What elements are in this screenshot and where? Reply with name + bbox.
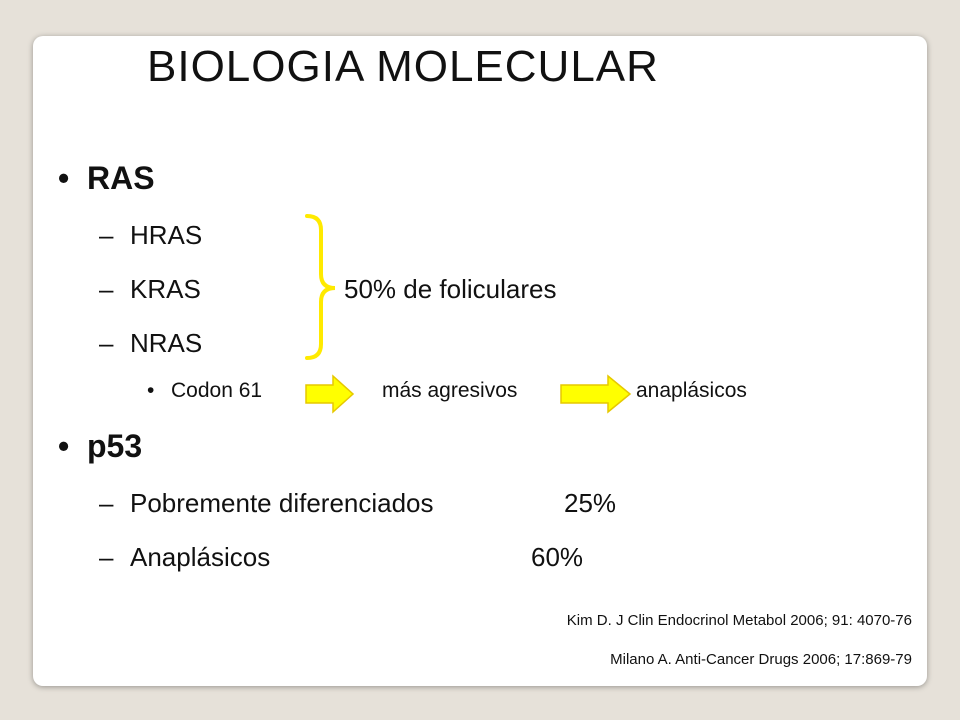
ras-item-kras: KRAS (130, 274, 201, 304)
arrow-right-icon (305, 375, 355, 413)
slide (33, 36, 927, 686)
codon-mid: más agresivos (382, 379, 518, 402)
p53-item-label: Pobremente diferenciados (130, 488, 434, 518)
ras-item-nras: NRAS (130, 328, 203, 358)
reference-text: Kim D. J Clin Endocrinol Metabol 2006; 91: 4070-76 (566, 612, 912, 629)
dash-icon: – (99, 542, 114, 572)
slide-title: BIOLOGIA MOLECULAR (147, 42, 659, 91)
codon-label: Codon 61 (171, 379, 263, 402)
p53-item-value: 60% (531, 542, 584, 572)
dash-icon: – (99, 220, 114, 250)
reference-text: Milano A. Anti-Cancer Drugs 2006; 17:869-79 (610, 651, 912, 668)
dash-icon: – (99, 274, 114, 304)
ras-item-hras: HRAS (130, 220, 203, 250)
brace-icon (303, 214, 343, 360)
dash-icon: – (99, 488, 114, 518)
dash-icon: – (99, 328, 114, 358)
arrow-right-icon (560, 375, 632, 413)
p53-heading: p53 (87, 428, 143, 464)
bullet-icon: • (58, 160, 70, 196)
p53-item-label: Anaplásicos (130, 542, 271, 572)
ras-bracket-text: 50% de foliculares (344, 274, 557, 304)
p53-item-value: 25% (564, 488, 617, 518)
ras-heading: RAS (87, 160, 155, 196)
bullet-icon: • (147, 379, 155, 402)
codon-end: anaplásicos (636, 379, 747, 402)
bullet-icon: • (58, 428, 70, 464)
